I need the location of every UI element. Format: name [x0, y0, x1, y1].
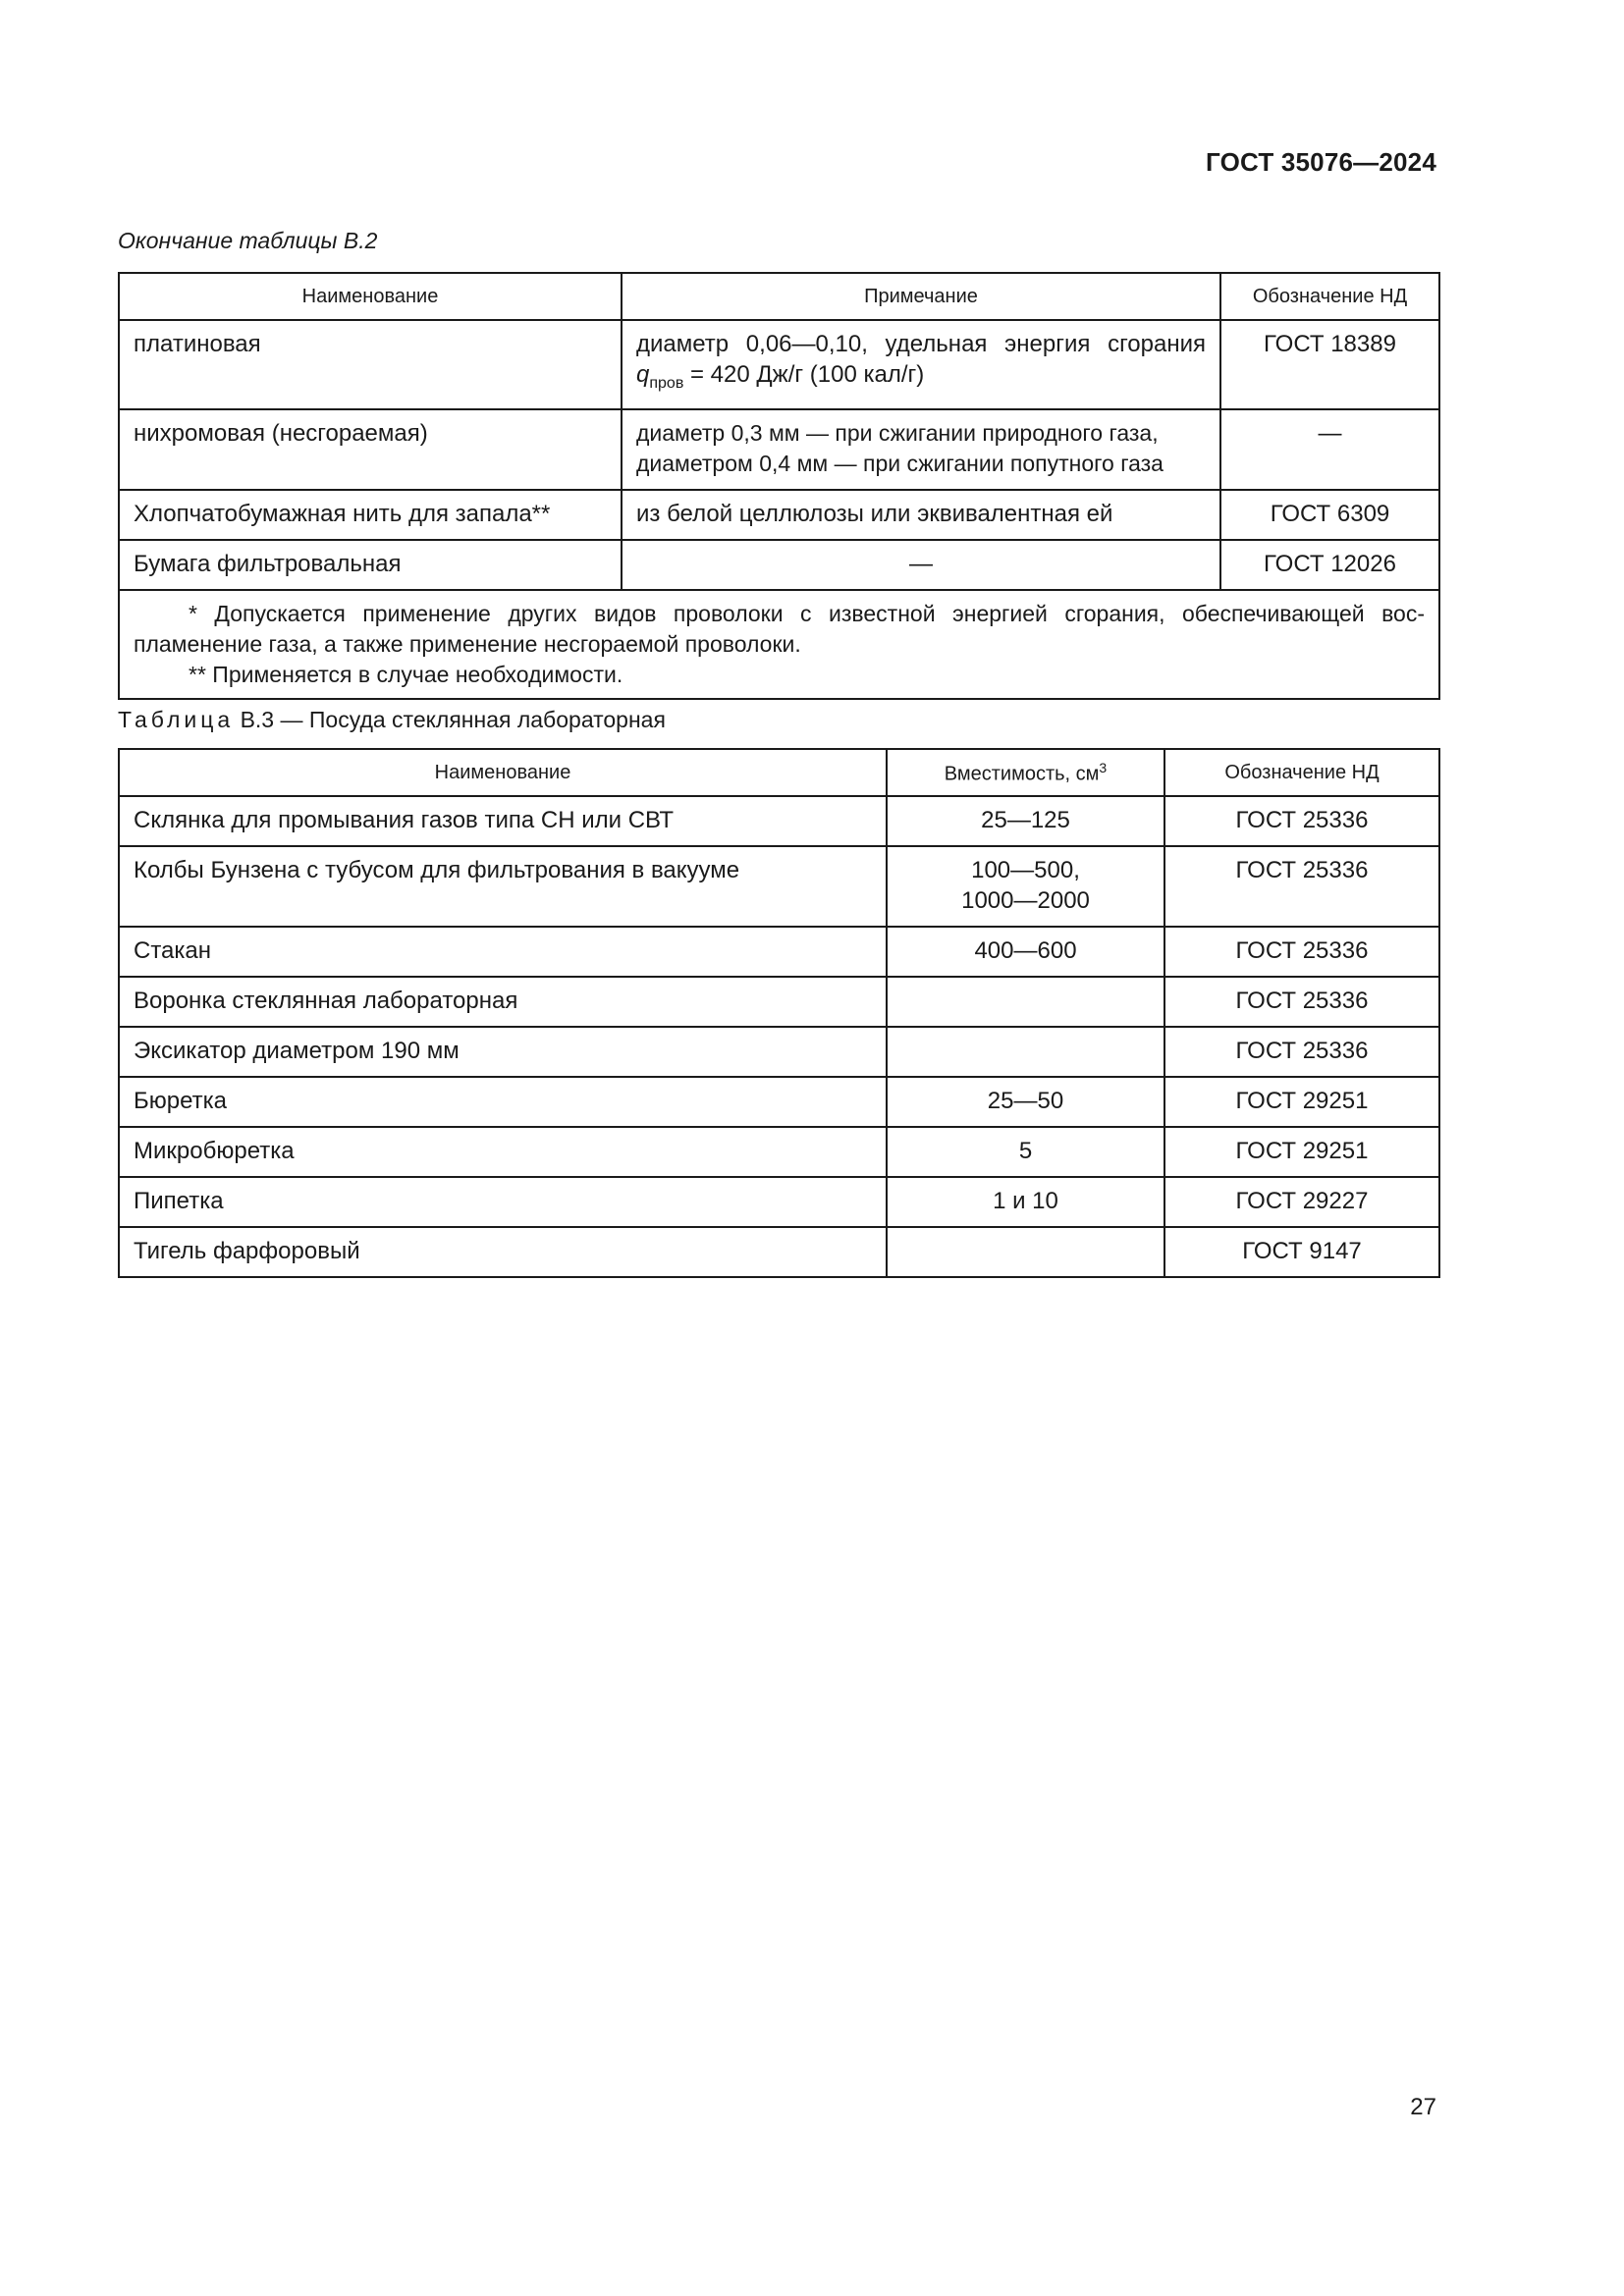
row-name: Эксикатор диаметром 190 мм [119, 1027, 887, 1077]
row-capacity: 25—125 [887, 796, 1164, 846]
capacity-line: 100—500, [971, 857, 1080, 883]
row-note [622, 320, 1220, 409]
row-name: платиновая [119, 320, 622, 409]
row-nd: ГОСТ 25336 [1164, 1027, 1439, 1077]
page-number: 27 [1410, 2094, 1436, 2120]
footnotes [119, 590, 1439, 699]
row-nd: ГОСТ 29227 [1164, 1177, 1439, 1227]
column-header: Обозначение НД [1164, 749, 1439, 796]
row-nd: ГОСТ 6309 [1220, 490, 1439, 540]
row-nd: ГОСТ 25336 [1164, 846, 1439, 927]
row-capacity: 25—50 [887, 1077, 1164, 1127]
table-header-row [119, 273, 1439, 320]
row-nd: ГОСТ 18389 [1220, 320, 1439, 409]
caption-word: Таблица [118, 707, 235, 732]
table-row [119, 927, 1439, 977]
row-name: Микробюретка [119, 1127, 887, 1177]
row-name: Тигель фарфоровый [119, 1227, 887, 1277]
row-nd: ГОСТ 25336 [1164, 927, 1439, 977]
column-header-text: Вместимость, см [944, 763, 1100, 785]
row-nd: ГОСТ 12026 [1220, 540, 1439, 590]
table-row [119, 796, 1439, 846]
table-row [119, 1227, 1439, 1277]
row-name: Бумага фильтровальная [119, 540, 622, 590]
note-text: = 420 Дж/г (100 кал/г) [683, 361, 925, 388]
table-row [119, 846, 1439, 927]
table-row [119, 1177, 1439, 1227]
table-row [119, 977, 1439, 1027]
note-symbol: q [636, 361, 650, 388]
column-header: Наименование [119, 749, 887, 796]
row-name: Колбы Бунзена с тубусом для фильтрования в вакууме [119, 846, 887, 927]
note-subscript: пров [649, 374, 684, 392]
table-row [119, 320, 1439, 409]
table-row [119, 1077, 1439, 1127]
row-name: Стакан [119, 927, 887, 977]
column-header: Примечание [622, 273, 1220, 320]
table-b2 [118, 272, 1440, 700]
row-name: нихромовая (несгораемая) [119, 409, 622, 490]
note-text: диаметр 0,06—0,10, удельная энергия сгорания [636, 331, 1206, 357]
row-note: — [622, 540, 1220, 590]
row-nd: ГОСТ 25336 [1164, 977, 1439, 1027]
row-nd: ГОСТ 9147 [1164, 1227, 1439, 1277]
column-header: Обозначение НД [1220, 273, 1439, 320]
row-name: Воронка стеклянная лабораторная [119, 977, 887, 1027]
table-b3-caption [118, 707, 666, 733]
row-nd: — [1220, 409, 1439, 490]
row-note: диаметр 0,3 мм — при сжигании природного газа, диаметром 0,4 мм — при сжигании попутного газа [622, 409, 1220, 490]
table-row [119, 490, 1439, 540]
capacity-line: 1000—2000 [961, 887, 1090, 914]
row-capacity [887, 1027, 1164, 1077]
footnote: ** Применяется в случае необходимости. [189, 661, 623, 687]
footnote: * Допускается применение других видов проволоки с известной энергией сгорания, обеспечивающей воспламенение газа, а также применение несгораемой проволоки. [134, 600, 1425, 657]
table-b2-caption: Окончание таблицы В.2 [118, 228, 378, 253]
table-row [119, 409, 1439, 490]
row-capacity: 1 и 10 [887, 1177, 1164, 1227]
row-capacity: 400—600 [887, 927, 1164, 977]
row-nd: ГОСТ 25336 [1164, 796, 1439, 846]
table-row [119, 1127, 1439, 1177]
document-standard-number: ГОСТ 35076—2024 [1206, 147, 1436, 177]
caption-text: В.3 — Посуда стеклянная лабораторная [234, 707, 666, 732]
table-row [119, 540, 1439, 590]
footnote-row [119, 590, 1439, 699]
row-nd: ГОСТ 29251 [1164, 1127, 1439, 1177]
row-note: из белой целлюлозы или эквивалентная ей [622, 490, 1220, 540]
row-capacity [887, 977, 1164, 1027]
row-capacity: 5 [887, 1127, 1164, 1177]
row-nd: ГОСТ 29251 [1164, 1077, 1439, 1127]
row-capacity [887, 846, 1164, 927]
row-capacity [887, 1227, 1164, 1277]
column-header-superscript: 3 [1099, 759, 1108, 775]
row-name: Хлопчатобумажная нить для запала** [119, 490, 622, 540]
table-row [119, 1027, 1439, 1077]
row-name: Бюретка [119, 1077, 887, 1127]
column-header: Наименование [119, 273, 622, 320]
row-name: Склянка для промывания газов типа СН или СВТ [119, 796, 887, 846]
table-b3 [118, 748, 1440, 1278]
table-header-row [119, 749, 1439, 796]
row-name: Пипетка [119, 1177, 887, 1227]
column-header [887, 749, 1164, 796]
